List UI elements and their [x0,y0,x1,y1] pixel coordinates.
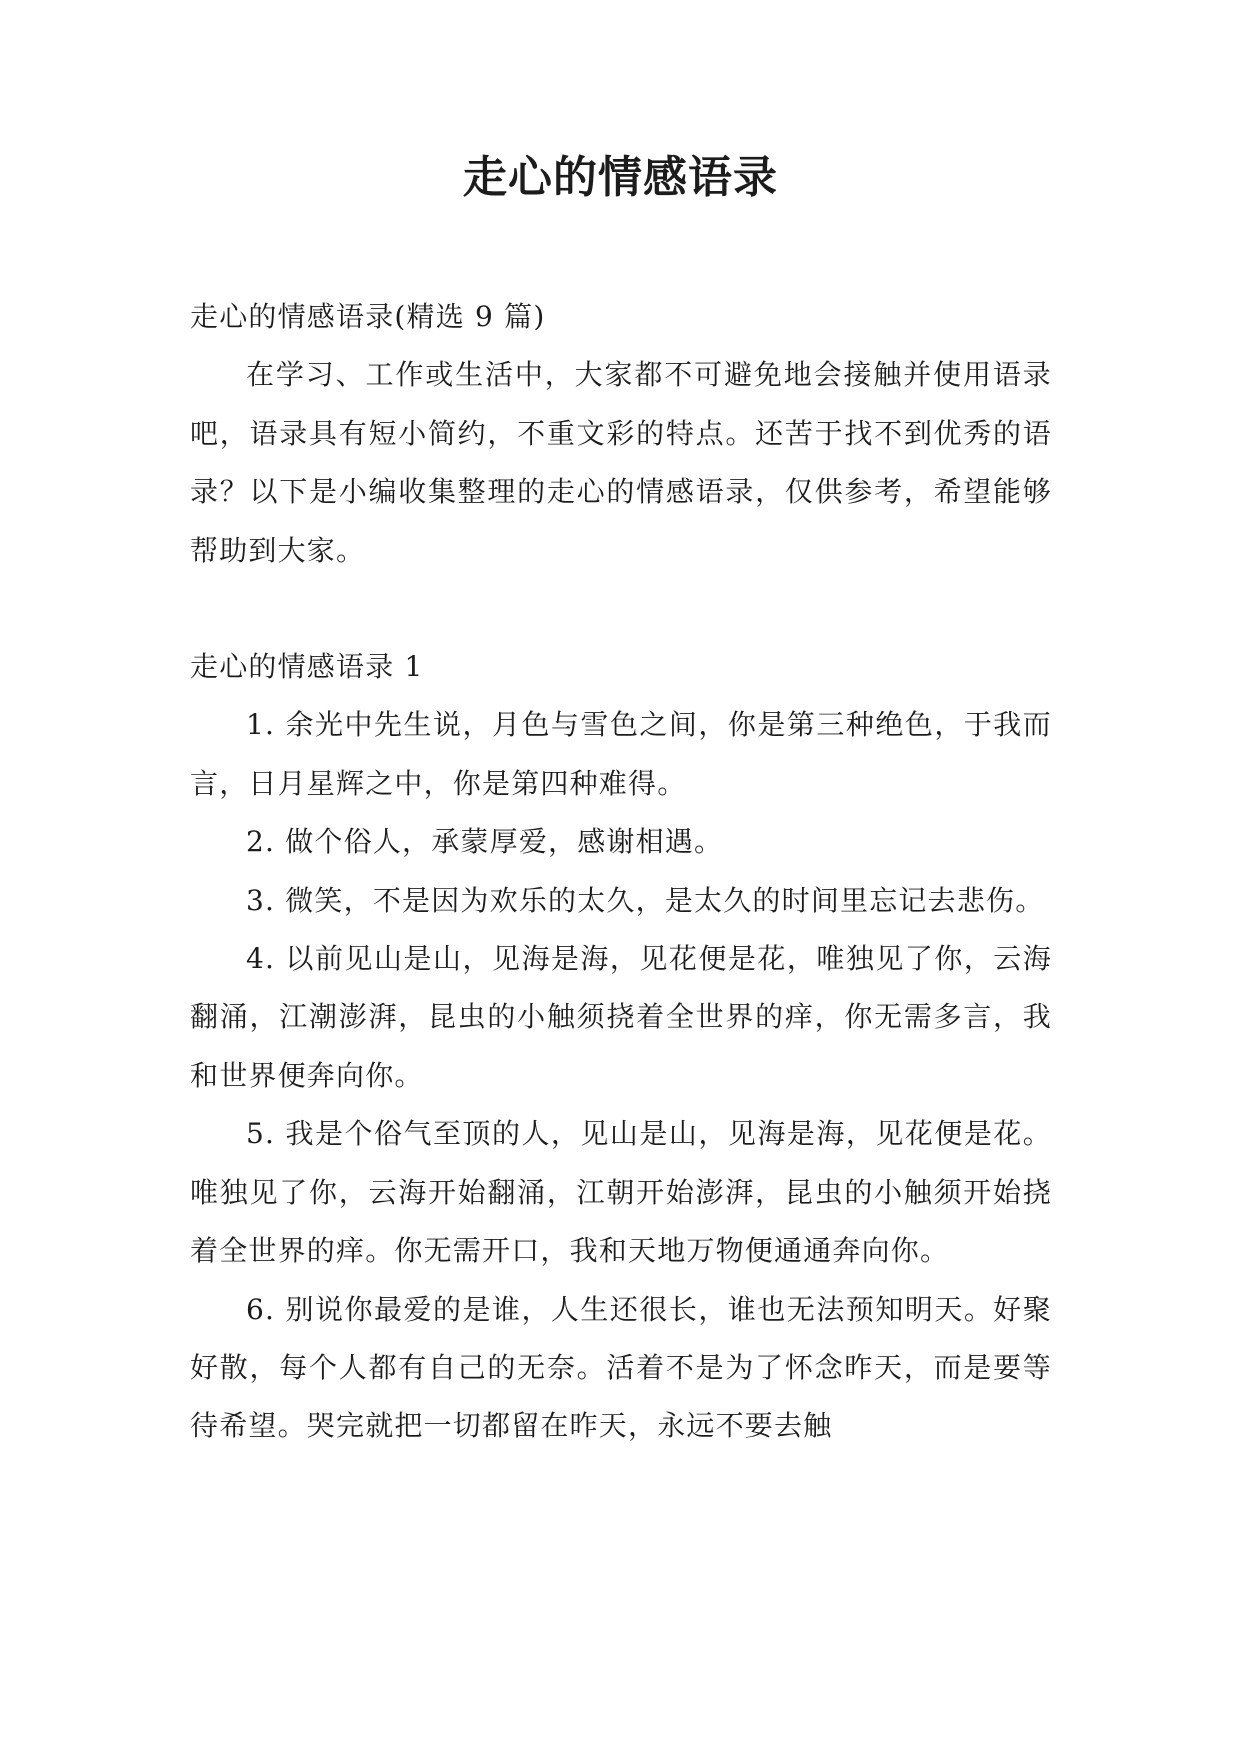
quote-item: 1. 余光中先生说，月色与雪色之间，你是第三种绝色，于我而言，日月星辉之中，你是第四种难得。 [190,708,1052,800]
document-subtitle: 走心的情感语录(精选 9 篇) [190,300,546,333]
document-body [190,288,1052,1456]
section-heading: 走心的情感语录 1 [190,650,424,684]
quote-item: 6. 别说你最爱的是谁，人生还很长，谁也无法预知明天。好聚好散，每个人都有自己的无奈。活着不是为了怀念昨天，而是要等待希望。哭完就把一切都留在昨天，永远不要去触 [190,1292,1052,1443]
quote-item: 4. 以前见山是山，见海是海，见花便是花，唯独见了你，云海翻涌，江潮澎湃，昆虫的小触须挠着全世界的痒，你无需多言，我和世界便奔向你。 [190,942,1052,1092]
quote-item: 5. 我是个俗气至顶的人，见山是山，见海是海，见花便是花。唯独见了你，云海开始翻涌，江朝开始澎湃，昆虫的小触须开始挠着全世界的痒。你无需开口，我和天地万物便通通奔向你。 [190,1117,1052,1268]
quote-item: 3. 微笑，不是因为欢乐的太久，是太久的时间里忘记去悲伤。 [246,883,1045,917]
section-spacer [190,580,1052,638]
document-title: 走心的情感语录 [463,152,778,203]
intro-paragraph: 在学习、工作或生活中，大家都不可避免地会接触并使用语录吧，语录具有短小简约，不重文彩的特点。还苦于找不到优秀的语录？以下是小编收集整理的走心的情感语录，仅供参考，希望能够帮助到大家。 [190,358,1052,567]
quote-item: 2. 做个俗人，承蒙厚爱，感谢相遇。 [246,825,724,859]
